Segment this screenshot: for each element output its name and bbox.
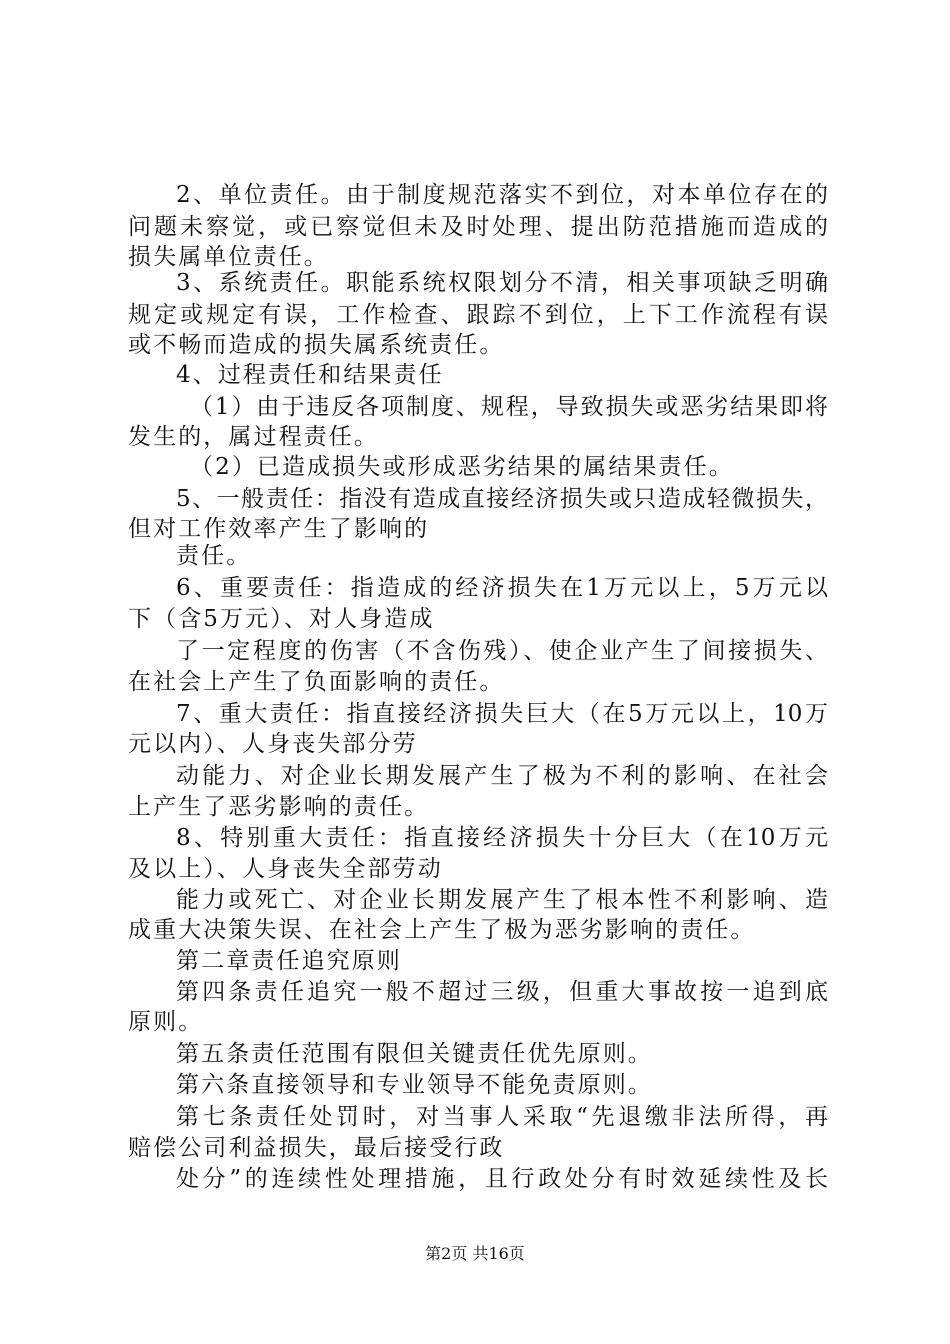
text-line: （2）已造成损失或形成恶劣结果的属结果责任。 <box>190 454 734 480</box>
text-line: 或不畅而造成的损失属系统责任。 <box>128 332 505 358</box>
text-line: 了一定程度的伤害（不含伤残）、使企业产生了间接损失、 <box>176 638 828 664</box>
text-line: 上产生了恶劣影响的责任。 <box>128 794 430 820</box>
text-line: 责任。 <box>176 543 252 569</box>
text-line: 问题未察觉，或已察觉但未及时处理、提出防范措施而造成的 <box>128 214 828 240</box>
text-line: 规定或规定有误，工作检查、跟踪不到位，上下工作流程有误 <box>128 302 828 328</box>
text-line: 3、系统责任。职能系统权限划分不清，相关事项缺乏明确 <box>176 270 828 296</box>
text-line: 2、单位责任。由于制度规范落实不到位，对本单位存在的 <box>176 182 828 208</box>
text-line: 赔偿公司利益损失，最后接受行政 <box>128 1135 505 1161</box>
text-line: 但对工作效率产生了影响的 <box>128 516 430 542</box>
text-line: 在社会上产生了负面影响的责任。 <box>128 669 505 695</box>
text-line: 第四条责任追究一般不超过三级，但重大事故按一追到底 <box>176 979 828 1005</box>
page-footer: 第2页 共16页 <box>425 1244 525 1263</box>
text-line: 能力或死亡、对企业长期发展产生了根本性不利影响、造 <box>176 887 828 913</box>
text-line: 第五条责任范围有限但关键责任优先原则。 <box>176 1041 653 1067</box>
text-line: 及以上）、人身丧失全部劳动 <box>128 856 443 882</box>
text-line: 第七条责任处罚时，对当事人采取“先退缴非法所得，再 <box>176 1104 828 1130</box>
text-line: 动能力、对企业长期发展产生了极为不利的影响、在社会 <box>176 763 828 789</box>
text-line: 8、特别重大责任：指直接经济损失十分巨大（在10万元 <box>176 825 828 851</box>
text-line: 4、过程责任和结果责任 <box>176 362 444 388</box>
text-line: 成重大决策失误、在社会上产生了极为恶劣影响的责任。 <box>128 917 756 943</box>
text-line: 原则。 <box>128 1009 204 1035</box>
text-line: （1）由于违反各项制度、规程，导致损失或恶劣结果即将 <box>190 394 828 420</box>
text-line: 7、重大责任：指直接经济损失巨大（在5万元以上，10万 <box>176 701 828 727</box>
text-line: 下（含5万元）、对人身造成 <box>128 606 435 632</box>
text-line: 第六条直接领导和专业领导不能免责原则。 <box>176 1072 653 1098</box>
text-line: 第二章责任追究原则 <box>176 948 402 974</box>
text-line: 处分”的连续性处理措施，且行政处分有时效延续性及长 <box>176 1166 828 1192</box>
text-line: 元以内）、人身丧失部分劳 <box>128 731 418 757</box>
text-line: 损失属单位责任。 <box>128 244 329 270</box>
text-line: 6、重要责任：指造成的经济损失在1万元以上，5万元以 <box>176 575 828 601</box>
text-line: 5、一般责任：指没有造成直接经济损失或只造成轻微损失， <box>176 486 828 512</box>
text-line: 发生的，属过程责任。 <box>128 424 379 450</box>
